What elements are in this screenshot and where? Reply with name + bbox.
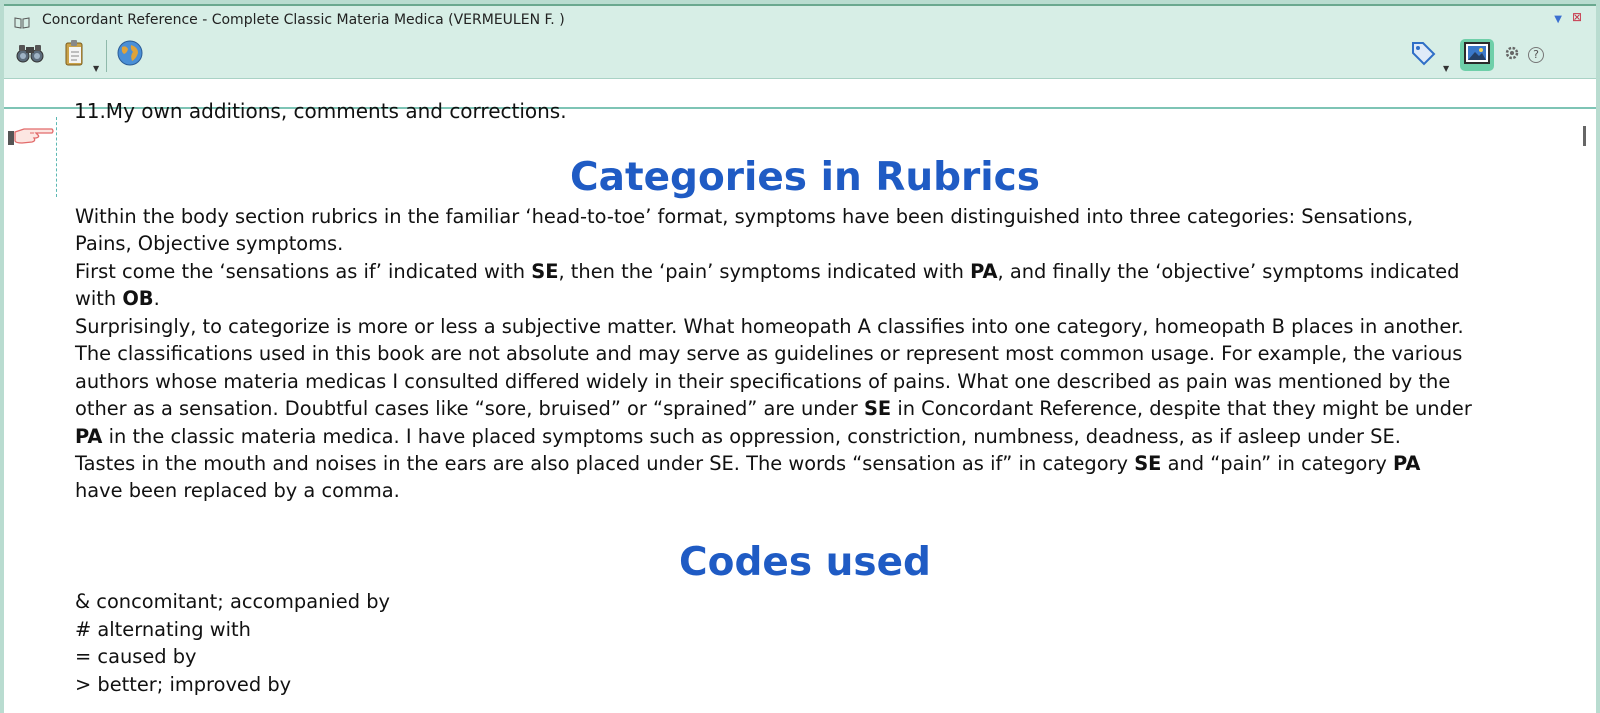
margin-marker-line	[56, 117, 57, 197]
text-line: with OB.	[75, 287, 160, 311]
text-line: PA in the classic materia medica. I have placed symptoms such as oppression, constriction, numbness, deadness, as if asleep under SE.	[75, 424, 1401, 448]
code-se: SE	[863, 397, 892, 421]
code-pa: PA	[75, 424, 103, 448]
document-top-strip	[4, 79, 1596, 123]
gear-icon	[1504, 45, 1520, 65]
paragraph-category-codes	[75, 258, 1535, 313]
minimize-button[interactable]: ▼	[1554, 14, 1562, 25]
pointing-hand-icon[interactable]	[6, 123, 54, 151]
help-button[interactable]	[1525, 40, 1547, 70]
document-content[interactable]	[4, 109, 1596, 713]
heading-codes-used: Codes used	[679, 540, 931, 585]
text-line: have been replaced by a comma.	[75, 479, 400, 503]
text-line: Tastes in the mouth and noises in the ears are also placed under SE. The words “sensation as if” in category SE and “pain” in category PA	[75, 452, 1421, 476]
vertical-scrollbar-thumb[interactable]	[1583, 126, 1586, 146]
text-line: First come the ‘sensations as if’ indicated with SE, then the ‘pain’ symptoms indicated with PA, and finally the ‘objective’ symptoms indicated	[75, 260, 1460, 283]
code-item: = caused by	[75, 645, 197, 668]
clipboard-button[interactable]	[59, 40, 91, 70]
find-button[interactable]	[14, 40, 46, 70]
code-pa: PA	[970, 260, 998, 283]
clipboard-icon	[63, 39, 87, 71]
text-line: authors whose materia medicas I consulted differed widely in their specifications of pains. What one described as pain was mentioned by the	[75, 369, 1451, 393]
globe-icon	[116, 39, 144, 71]
tag-dropdown-icon[interactable]: ▼	[1443, 64, 1450, 73]
code-se: SE	[531, 260, 559, 283]
code-item: > better; improved by	[75, 673, 292, 696]
text-line: The classifications used in this book are not absolute and may serve as guidelines or represent most common usage. For example, the various	[75, 342, 1463, 366]
code-item: & concomitant; accompanied by	[75, 590, 390, 613]
book-icon	[14, 14, 30, 26]
help-icon: ?	[1528, 47, 1544, 63]
code-pa: PA	[1393, 452, 1421, 476]
text-line: Pains, Objective symptoms.	[75, 232, 344, 256]
window-title: Concordant Reference - Complete Classic Materia Medica (VERMEULEN F. )	[42, 12, 565, 28]
text-line: Within the body section rubrics in the familiar ‘head-to-toe’ format, symptoms have been distinguished into three categories: Sensations,	[75, 205, 1414, 228]
heading-categories-in-rubrics: Categories in Rubrics	[570, 155, 1040, 200]
settings-button[interactable]	[1501, 40, 1523, 70]
concordant-reference-window	[4, 4, 1596, 713]
close-button[interactable]: ⊠	[1571, 10, 1583, 24]
toolbar-separator	[106, 40, 107, 72]
tag-icon	[1409, 39, 1437, 71]
paragraph-subjectivity	[75, 313, 1535, 505]
image-icon	[1464, 42, 1490, 68]
title-bar	[4, 6, 1596, 34]
code-se: SE	[1134, 452, 1162, 476]
code-ob: OB	[122, 287, 154, 311]
clipboard-dropdown-icon[interactable]: ▼	[93, 64, 100, 73]
globe-button[interactable]	[114, 40, 146, 70]
toolbar	[4, 34, 1596, 79]
text-line: Surprisingly, to categorize is more or less a subjective matter. What homeopath A classifies into one category, homeopath B places in another.	[75, 315, 1464, 338]
text-line: other as a sensation. Doubtful cases like “sore, bruised” or “sprained” are under SE in Concordant Reference, despite that they might be under	[75, 397, 1472, 421]
tag-button[interactable]	[1407, 40, 1439, 70]
code-item: # alternating with	[75, 618, 251, 641]
binoculars-icon	[16, 43, 44, 67]
cut-off-text-line: 11.My own additions, comments and corrections.	[74, 99, 567, 123]
image-button[interactable]	[1460, 39, 1494, 71]
paragraph-categories-intro	[75, 203, 1535, 258]
